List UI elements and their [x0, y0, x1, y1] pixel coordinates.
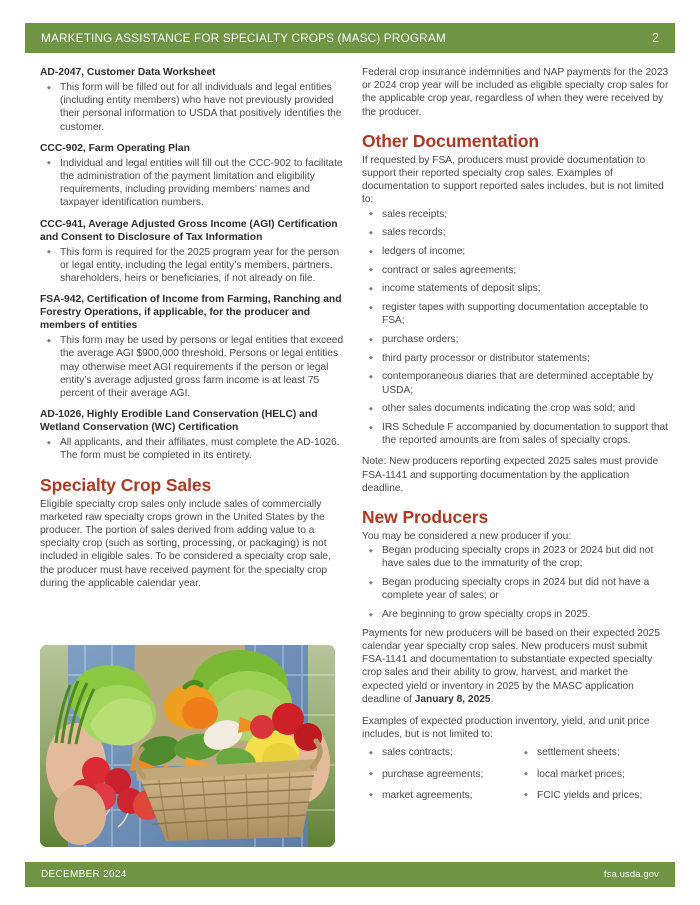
footer-date: DECEMBER 2024: [41, 869, 127, 880]
application-deadline-date: January 8, 2025: [414, 693, 491, 705]
list-item: ◆ sales receipts;: [362, 208, 672, 221]
form-title: CCC-941, Average Adjusted Gross Income (AGI) Certification and Consent to Disclosure of Tax Information: [40, 218, 338, 243]
section-new-producers: [362, 507, 672, 810]
list-item: ◆ FCIC yields and prices;: [517, 789, 672, 802]
form-block-ccc-941: [40, 218, 345, 286]
list-item: ◆ other sales documents indicating the crop was sold; and: [362, 402, 672, 415]
form-block-ad-1026: [40, 408, 345, 462]
intro-paragraph: Federal crop insurance indemnities and NAP payments for the 2023 or 2024 crop year will be included as eligible specialty crop sales for the applicable crop year, regardless of when they were received by the producer.: [362, 67, 669, 118]
right-column: [362, 66, 672, 810]
left-column: [40, 66, 345, 590]
footer-website-url: fsa.usda.gov: [603, 869, 659, 880]
list-item: ◆ Are beginning to grow specialty crops in 2025.: [362, 608, 672, 621]
new-producers-intro: You may be considered a new producer if you:: [362, 531, 572, 543]
list-item: ◆ ledgers of income;: [362, 245, 672, 258]
list-item: ◆ Began producing specialty crops in 2023 or 2024 but did not have sales due to the immaturity of the crop;: [362, 544, 672, 570]
section-paragraph: If requested by FSA, producers must provide documentation to support their reported specialty crop sales. Examples of documentation to support reported sales includes, but is not limited to:: [362, 154, 664, 206]
section-heading: New Producers: [362, 507, 489, 528]
section-heading: Other Documentation: [362, 130, 539, 151]
form-bullet-list: [40, 246, 345, 286]
form-block-fsa-942: [40, 293, 345, 400]
form-title: AD-2047, Customer Data Worksheet: [40, 67, 216, 78]
list-item: ◆ third party processor or distributor statements;: [362, 352, 672, 365]
vegetable-basket-photo: [40, 645, 335, 847]
list-item: ◆ market agreements;: [362, 789, 517, 802]
examples-column-two: [517, 746, 672, 810]
vegetable-basket-illustration: [40, 645, 335, 847]
section-paragraph: Eligible specialty crop sales only include sales of commercially marketed raw specialty crops grown in the United States by the producer. The portion of sales derived from adding value to a specialty crop (such as sorting, processing, or packaging) is not included in eligible sales. To be considered a specialty crop sale, the producer must have received payment for the specialty crop during the applicable calendar year.: [40, 498, 331, 589]
page-header-bar: [25, 23, 675, 53]
list-item: ◆ sales records;: [362, 226, 672, 239]
section-heading: Specialty Crop Sales: [40, 474, 212, 495]
documentation-note: Note: New producers reporting expected 2025 sales must provide FSA-1141 and supporting documentation by the application deadline.: [362, 456, 659, 494]
examples-bullet-grid: [362, 745, 672, 810]
page-number: 2: [652, 31, 659, 45]
list-item: ◆ sales contracts;: [362, 746, 517, 759]
page-footer-bar: [25, 862, 675, 887]
form-bullet-list: [40, 157, 345, 210]
form-title: CCC-902, Farm Operating Plan: [40, 142, 190, 154]
list-item: ◆ register tapes with supporting documentation acceptable to FSA;: [362, 301, 672, 327]
list-item: ◆ settlement sheets;: [517, 746, 672, 759]
payments-text-pre: Payments for new producers will be based on their expected 2025 calendar year specialty crop sales. New producers must submit FSA-1141 and documentation to substantiate expected specialty crop sales and their ability to grow, harvest, and market the expected yield or inventory in 2025 by the MASC application deadline of: [362, 627, 660, 705]
page-header-title: MARKETING ASSISTANCE FOR SPECIALTY CROPS (MASC) PROGRAM: [41, 31, 446, 45]
list-item: ◆ Began producing specialty crops in 2024 but did not have a complete year of sales; or: [362, 576, 672, 602]
form-title: FSA-942, Certification of Income from Farming, Ranching and Forestry Operations, if applicable, for the producer and members of entities: [40, 294, 342, 332]
new-producers-payments-paragraph: [362, 627, 672, 706]
list-item: ◆ income statements of deposit slips;: [362, 282, 672, 295]
list-item: ◆ Individual and legal entities will fill out the CCC-902 to facilitate the administration of the payment limitation and eligibility requirements, including providing members’ names and taxpayer identification numbers.: [40, 157, 345, 210]
list-item: ◆ purchase orders;: [362, 333, 672, 346]
form-bullet-list: [40, 436, 345, 462]
payments-text-post: .: [490, 693, 494, 705]
section-other-documentation: [362, 131, 672, 495]
list-item: ◆ This form will be filled out for all individuals and legal entities (including entity members) who have not previously provided their personal information to USDA that positively identifies the customer.: [40, 81, 345, 134]
form-bullet-list: [40, 81, 345, 134]
list-item: ◆ This form may be used by persons or legal entities that exceed the average AGI $900,000 threshold. Persons or legal entities may otherwise meet AGI requirements if the person or legal entity’s average adjusted gross farm income is at least 75 percent of their average AGI.: [40, 334, 345, 400]
list-item: ◆ contemporaneous diaries that are determined acceptable by USDA;: [362, 370, 672, 396]
form-block-ad-2047: [40, 66, 345, 134]
examples-column-one: [362, 746, 517, 810]
section-specialty-crop-sales: [40, 475, 345, 590]
other-documentation-bullet-list: [362, 208, 672, 448]
form-block-ccc-902: [40, 142, 345, 210]
form-bullet-list: [40, 334, 345, 400]
new-producers-bullet-list: [362, 544, 672, 621]
list-item: ◆ This form is required for the 2025 program year for the person or legal entity, including the legal entity’s members, partners, shareholders, heirs or beneficiaries, if not already on file.: [40, 246, 345, 286]
form-title: AD-1026, Highly Erodible Land Conservation (HELC) and Wetland Conservation (WC) Certification: [40, 409, 318, 434]
list-item: ◆ All applicants, and their affiliates, must complete the AD-1026. The form must be completed in its entirety.: [40, 436, 345, 462]
list-item: ◆ IRS Schedule F accompanied by documentation to support that the reported amounts are from sales of specialty crops.: [362, 421, 672, 447]
examples-intro: Examples of expected production inventory, yield, and unit price includes, but is not limited to:: [362, 716, 650, 741]
list-item: ◆ local market prices;: [517, 768, 672, 781]
list-item: ◆ contract or sales agreements;: [362, 264, 672, 277]
list-item: ◆ purchase agreements;: [362, 768, 517, 781]
